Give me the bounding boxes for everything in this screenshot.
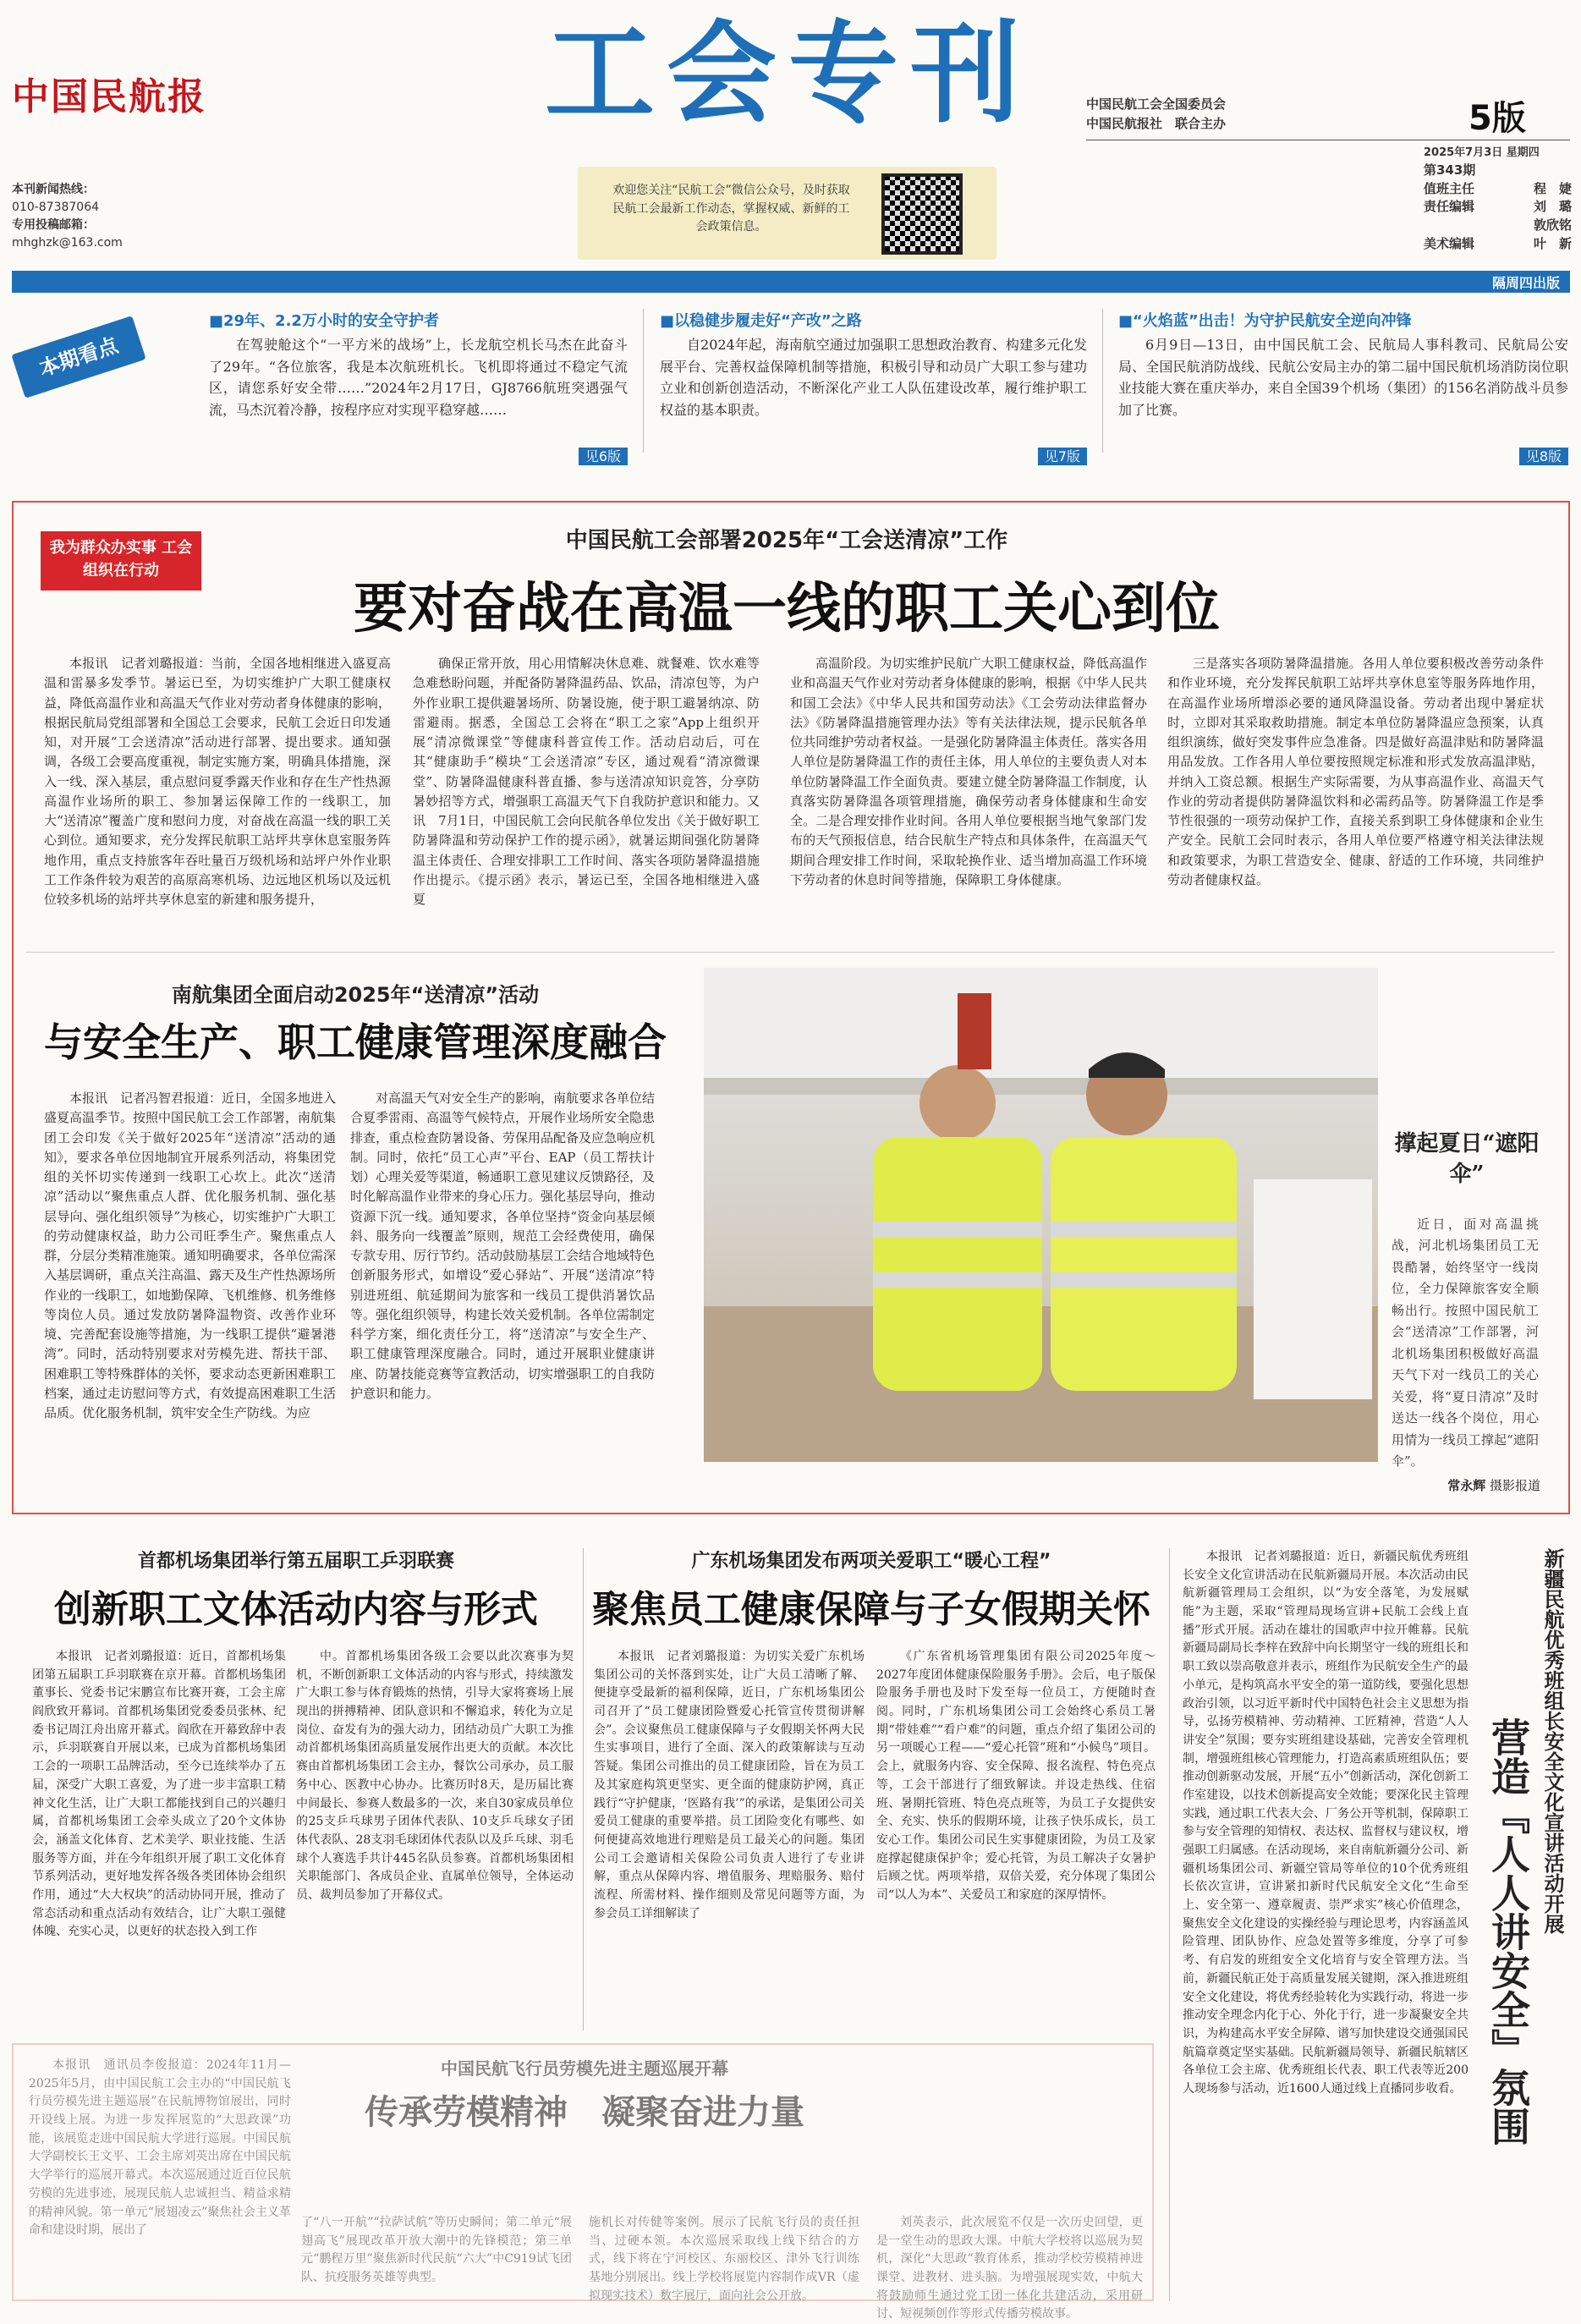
guangdong-column: 本报讯 记者刘璐报道：为切实关爱广东机场集团公司的关怀落到实处，让广大员工清晰了解、便捷享受最新的福利保障，近日，广东机场集团公司召开了“员工健康团险暨爱心托管宣传贯彻讲解会”。会议聚焦员工健康保障与子女假期关怀两大民生实事项目，进行了全面、深入的政策解读与互动答疑。集团公司推出的员工健康团险，旨在为员工及其家庭构筑更坚实、更全面的健康防护网，真正践行“守护健康，‘医路有我’”的承诺，是集团公司关爱员工健康的重要举措。员工团险变化有哪些、如何便捷高效地进行理赔是员工最关心的问题。集团公司工会邀请相关保险公司负责人进行了专业讲解，重点从保障内容、增值服务、理赔服务、赔付流程、所需材料、操作细则及常见问题等方面，为参会员工详细解读了 bbox=[594, 1650, 865, 1920]
hotline-number: 010-87387064 bbox=[12, 201, 100, 214]
tour-section bbox=[12, 2043, 1154, 2321]
lead-column: 三是落实各项防暑降温措施。各用人单位要积极改善劳动条件和作业环境，充分发挥民航职工站坪共享休息室等服务阵地作用，在高温作业场所增添必要的通风降温设备。劳动者出现中暑症状时，立即对其采取救助措施。制定本单位防暑降温应急预案，认真组织演练，做好突发事件应急准备。四是做好高温津贴和防暑降温用品发放。工作各用人单位要按照规定标准和形式发放高温津贴，并纳入工资总额。根据生产实际需要，为从事高温作业、高温天气作业的劳动者提供防暑降温饮料和必需药品等。防暑降温工作是季节性很强的一项劳动保护工作，直接关系到职工身体健康和企业生产安全。民航工会同时表示，各用人单位要严格遵守相关法律法规和政策要求，为职工营造安全、健康、舒适的工作环境，共同维护劳动者健康权益。 bbox=[1167, 656, 1544, 887]
editor-row: 敦欣铭 bbox=[1533, 217, 1572, 233]
frequency-band bbox=[12, 271, 1570, 293]
highlight-body: 自2024年起，海南航空通过加强职工思想政治教育、构建多元化发展平台、完善权益保障机制等措施，积极引导和动员广大职工参与建功立业和创新创造活动，不断深化产业工人队伍建设改革，履行维护职工权益的基本职责。 bbox=[660, 337, 1087, 418]
south-column: 对高温天气对安全生产的影响，南航要求各单位结合夏季雷雨、高温等气候特点，开展作业场所安全隐患排查，重点检查防暑设备、劳保用品配备及应急响应机制。同时，依托“员工心声”平台、EAP（员工帮扶计划）心理关爱等渠道，畅通职工意见建议反馈路径，及时化解高温作业带来的身心压力。强化基层导向，推动资源下沉一线。通知要求，各单位坚持“资金向基层倾斜、服务向一线覆盖”原则，规范工会经费使用，确保专款专用、厉行节约。活动鼓励基层工会结合地域特色创新服务形式，如增设“爱心驿站”、开展“送清凉”特别进班组、航延期间为旅客和一线员工提供消暑饮品等。强化组织领导，构建长效关爱机制。各单位需制定科学方案，细化责任分工，将“送清凉”与安全生产、职工健康管理深度融合。同时，通过开展职业健康讲座、防暑技能竞赛等宣教活动，切实增强职工的自我防护意识和能力。 bbox=[350, 1091, 656, 1401]
guangdong-headline: 聚焦员工健康保障与子女假期关怀 bbox=[592, 1588, 1150, 1631]
editor-row: 值班主任 程 婕 bbox=[1424, 180, 1572, 196]
lead-headline: 要对奋战在高温一线的职工关心到位 bbox=[354, 577, 1220, 640]
highlights-badge: 本期看点 bbox=[11, 316, 145, 398]
tour-column: 施机长对传健等案例。展示了民航飞行员的责任担当、过硬本领。本次巡展采取线上线下结合的方式，线下将在宁河校区、东丽校区、津外飞行训练基地分别展出。线上学校将展览内容制作成VR（虚拟现实技术）数字展厅，面向社会公开放。 bbox=[589, 2216, 859, 2303]
brand-logo: 中国民航报 bbox=[12, 75, 206, 118]
tour-column: 刘英表示，此次展览不仅是一次历史回望，更是一堂生动的思政大课。中航大学校将以巡展为契机，深化“大思政”教育体系，推动学校劳模精神进课堂、进教材、进头脑。为增强展现实效，中航大将鼓励师生通过党工团一体化共建活动，采用研讨、短视频创作等形式传播劳模故事。 bbox=[876, 2216, 1143, 2321]
see-page-link[interactable]: 见8版 bbox=[1519, 448, 1568, 465]
email-address: mhghzk@163.com bbox=[12, 236, 123, 250]
highlight-item[interactable] bbox=[209, 309, 628, 465]
issue-date: 2025年7月3日 星期四 bbox=[1424, 146, 1540, 159]
page-title: 工会专刊 bbox=[544, 9, 1032, 138]
staff-photo bbox=[704, 968, 1378, 1462]
photo-caption-box bbox=[1378, 968, 1556, 1493]
qr-code-icon bbox=[881, 173, 963, 255]
highlight-title: ■“火焰蓝”出击！为守护民航安全逆向冲锋 bbox=[1118, 312, 1412, 330]
guangdong-kicker: 广东机场集团发布两项关爱职工“暖心工程” bbox=[691, 1551, 1051, 1572]
see-page-link[interactable]: 见6版 bbox=[579, 448, 628, 465]
photo-caption: 近日，面对高温挑战，河北机场集团员工无畏酷暑，始终坚守一线岗位，全力保障旅客安全顺畅出行。按照中国民航工会“送清凉”工作部署，河北机场集团积极做好高温天气下对一线员工的关心关爱，将“夏日清凉”及时送达一线各个岗位，用心用情为一线员工撑起“遮阳伞”。 bbox=[1392, 1216, 1539, 1470]
south-kicker: 南航集团全面启动2025年“送清凉”活动 bbox=[171, 983, 540, 1007]
frequency-label: 隔周四出版 bbox=[1491, 275, 1560, 291]
issue-info bbox=[1424, 146, 1572, 254]
editor-row: 美术编辑 叶 新 bbox=[1424, 235, 1572, 251]
photo-credit: 常永辉 bbox=[1447, 1477, 1486, 1493]
photo-title: 撑起夏日“遮阳伞” bbox=[1394, 1131, 1540, 1188]
south-headline: 与安全生产、职工健康管理深度融合 bbox=[44, 1019, 667, 1065]
email-label: 专用投稿邮箱： bbox=[12, 218, 95, 232]
tour-kicker: 中国民航飞行员劳模先进主题巡展开幕 bbox=[441, 2058, 728, 2079]
issue-number: 第343期 bbox=[1424, 162, 1476, 178]
xinjiang-column: 本报讯 记者刘璐报道：近日，新疆民航优秀班组长安全文化宣讲活动在民航新疆局开展。本次活动由民航新疆管理局工会组织，以“为安全落笔，为发展赋能”为主题，采取“管理局现场宣讲+民航工会线上直播”形式开展。活动在雄壮的国歌声中拉开帷幕。民航新疆局副局长李梓在致辞中向长期坚守一线的班组长和职工致以崇高敬意并表示，班组作为民航安全生产的最小单元，是构筑高水平安全的第一道防线，要强化思想政治引领，以习近平新时代中国特色社会主义思想为指导，弘扬劳模精神、劳动精神、工匠精神，营造“人人讲安全”氛围；要夯实班组建设基础，完善安全管理机制，增强班组核心管理能力，打造高素质班组队伍；要推动创新驱动发展，开展“五小”创新活动，深化创新工作室建设，以技术创新提高安全效能；要深化民主管理实践，通过职工代表大会、厂务公开等机制，保障职工参与安全管理的知情权、表达权、监督权与建议权，增强职工归属感。在活动现场，来自南航新疆分公司、新疆机场集团公司、新疆空管局等单位的10个优秀班组长依次宣讲，宣讲紧扣新时代民航安全文化“生命至上、安全第一、遵章履责、崇严求实”核心价值理念，聚焦安全文化建设的实操经验与理论思考，内容涵盖风险管理、团队协作、应急处置等多维度，分享了可参考、有启发的班组安全文化培育与安全管理方法。当前，新疆民航正处于高质量发展关键期，深入推进班组安全文化建设，将优秀经验转化为实践行动，将进一步推动安全理念内化于心、外化于行，进一步凝聚安全共识，为构建高水平安全屏障、谱写加快建设交通强国民航篇章奠定坚实基础。民航新疆局领导、新疆民航辖区各单位工会主席、优秀班组长代表、职工代表等近200人现场参与活动，近1600人通过线上直播同步收看。 bbox=[1183, 1550, 1468, 2096]
highlight-title: ■以稳健步履走好“产改”之路 bbox=[660, 312, 862, 330]
wechat-notice-text: 欢迎您关注“民航工会”微信公众号，及时获取民航工会最新工作动态，掌握权威、新鲜的工会政策信息。 bbox=[612, 184, 850, 234]
page-number: 5版 bbox=[1468, 99, 1526, 138]
highlight-item[interactable] bbox=[660, 309, 1087, 465]
editor-row: 责任编辑 刘 璐 bbox=[1424, 199, 1572, 215]
lead-tag: 我为群众办实事 工会组织在行动 bbox=[41, 531, 201, 591]
lead-column: 高温阶段。为切实维护民航广大职工健康权益，降低高温作业和高温天气作业对劳动者身体健康的影响，根据《中华人民共和国工会法》《中华人民共和国劳动法》《工会劳动法律监督办法》《防暑降温措施管理办法》等有关法律法规，提示民航各单位共同维护劳动者权益。一是强化防暑降温主体责任。落实各用人单位是防暑降温工作的责任主体，用人单位的主要负责人对本单位防暑降温工作全面负责。要建立健全防暑降温工作制度，认真落实防暑降温各项管理措施，确保劳动者身体健康和生命安全。二是合理安排作业时间。各用人单位要根据当地气象部门发布的天气预报信息，结合民航生产特点和具体条件，在高温天气期间合理安排工作时间，采取轮换作业、适当增加高温工作环境下劳动者的休息时间等措施，保障职工身体健康。 bbox=[790, 656, 1147, 887]
sponsor-line-2: 中国民航报社 联合主办 bbox=[1086, 116, 1227, 132]
photo-credit-suffix: 摄影报道 bbox=[1489, 1477, 1540, 1493]
see-page-link[interactable]: 见7版 bbox=[1038, 448, 1087, 465]
lead-column: 本报讯 记者刘璐报道：当前，全国各地相继进入盛夏高温和雷暴多发季节。暑运已至，为切实维护广大职工健康权益，降低高温作业和高温天气作业对劳动者身体健康的影响，根据民航局党组部署和全国总工会要求，民航工会近日印发通知，对开展“工会送清凉”活动进行部署、提出要求。通知强调，各级工会要高度重视，制定实施方案，明确具体措施，深入一线、深入基层，重点慰问夏季露天作业和存在生产性热源高温作业场所的职工、参加暑运保障工作的一线职工，加大“送清凉”覆盖广度和慰问力度，对奋战在高温一线的职工关心到位。通知要求，充分发挥民航职工站坪共享休息室服务阵地作用，重点支持旅客年吞吐量百万级机场和站坪户外作业职工工作条件较为艰苦的高原高寒机场、边远地区机场以及远机位较多机场的站坪共享休息室的新建和服务提升， bbox=[44, 656, 391, 907]
capital-kicker: 首都机场集团举行第五届职工乒羽联赛 bbox=[137, 1551, 454, 1572]
tour-column: 了“八一开航”“拉萨试航”等历史瞬间；第二单元“展翅高飞”展现改革开放大潮中的先锋模范；第三单元“鹏程万里”聚焦新时代民航“六大”中C919试飞团队、抗疫服务英雄等典型。 bbox=[301, 2216, 572, 2285]
capital-headline: 创新职工文体活动内容与形式 bbox=[54, 1588, 538, 1631]
highlight-body: 在驾驶舱这个“一平方米的战场”上，长龙航空机长马杰在此奋斗了29年。“各位旅客，我是本次航班机长。飞机即将通过不稳定气流区，请您系好安全带……”2024年2月17日，GJ8766航班突遇强气流，马杰沉着冷静，按程序应对实现平稳穿越…… bbox=[209, 337, 628, 418]
tour-column: 本报讯 通讯员李俊报道：2024年11月—2025年5月，由中国民航工会主办的“中国民航飞行员劳模先进主题巡展”在民航博物馆展出，同时开设线上展。为进一步发挥展览的“大思政课”功能，该展览走进中国民航大学进行巡展。中国民航大学副校长王文平、工会主席刘英出席在中国民航大学举行的巡展开幕式。本次巡展通过近百位民航劳模的先进事迹，展现民航人忠诚担当、精益求精的精神风貌。第一单元“展翅凌云”聚焦社会主义革命和建设时期，展出了 bbox=[29, 2058, 291, 2238]
highlight-body: 6月9日—13日，由中国民航工会、民航局人事科教司、民航局公安局、全国民航消防战线、民航公安局主办的第二届中国民航机场消防岗位职业技能大赛在重庆举办，来自全国39个机场（集团）的156名消防战斗员参加了比赛。 bbox=[1118, 337, 1568, 418]
highlight-item[interactable] bbox=[1118, 309, 1568, 465]
wechat-notice-box bbox=[578, 167, 996, 260]
hotline-block bbox=[12, 181, 123, 252]
capital-column: 本报讯 记者刘璐报道：近日，首都机场集团第五届职工乒羽联赛在京开幕。首都机场集团董事长、党委书记宋鹏宣布比赛开赛，工会主席阎欣致开幕词。首都机场集团党委委员张林、纪委书记周江舟出席开幕式。阎欣在开幕致辞中表示，乒羽联赛自开展以来，已成为首都机场集团工会的一项职工品牌活动，至今已连续举办了五届，深受广大职工喜爱，为了进一步丰富职工精神文化生活，让广大职工都能找到自己的兴趣归属，首都机场集团工会牵头成立了20个文体协会，涵盖文化体育、艺术美学、职业技能、生活服务等方面，并在今年组织开展了职工文化体育节系列活动，更好地发挥各级各类团体协会组织作用，通过“大大权块”的活动协同开展，推动了常态活动和重点活动有效结合，让广大职工强健体魄、充实心灵，以更好的状态投入到工作 bbox=[32, 1650, 286, 1939]
workers-photo-illustration bbox=[704, 968, 1378, 1462]
sponsor-block bbox=[1086, 95, 1226, 135]
lead-column: 确保正常开放，用心用情解决休息难、就餐难、饮水难等急难愁盼问题，并配备防暑降温药品、饮品，清凉包等，为户外作业职工提供避暑场所、防暑设施，使于职工避暑纳凉、防雷避雨。据悉，全国总工会将在“职工之家”App上组织开展“清凉微课堂”等健康科普宣传工作。活动启动后，可在其“健康助手”模块“工会送清凉”专区，通过观看“清凉微课堂”、防暑降温健康科普直播、参与送清凉知识竞答，分享防暑妙招等方式，增强职工高温天气下自我防护意识和能力。又讯 7月1日，中国民航工会向民航各单位发出《关于做好职工防暑降温和劳动保护工作的提示函》，就暑运期间强化防暑降温主体责任、合理安排职工工作时间、落实各项防暑降温措施作出提示。《提示函》表示，暑运已至，全国各地相继进入盛夏 bbox=[413, 656, 760, 907]
highlight-title: ■29年、2.2万小时的安全守护者 bbox=[209, 312, 439, 330]
hotline-label: 本刊新闻热线： bbox=[12, 183, 95, 196]
guangdong-column: 《广东省机场管理集团有限公司2025年度～2027年度团体健康保险服务手册》。会后，电子版保险服务手册也及时下发至每一位员工，方便随时查阅。同时，广东机场集团公司工会始终心系员工暑期“带娃难”“看户难”的问题，重点介绍了集团公司的另一项暖心工程——“爱心托管”班和“小候鸟”项目。会上，就服务内容、安全保障、报名流程、特色亮点等，工会干部进行了细致解读。并设走热线、住宿班、暑期托管班、特色亮点班等，为员工子女提供安全、充实、快乐的假期环境，让孩子快乐成长，员工安心工作。集团公司民生实事健康团险，为员工及家庭撑起健康保护伞；爱心托管，为员工解决子女暑护后顾之忧。两项举措，双倍关爱，充分体现了集团公司“以人为本”、关爱员工和家庭的深厚情怀。 bbox=[876, 1650, 1156, 1902]
sponsor-line-1: 中国民航工会全国委员会 bbox=[1086, 96, 1227, 112]
tour-headline: 传承劳模精神 凝聚奋进力量 bbox=[365, 2092, 804, 2132]
south-column: 本报讯 记者冯智君报道：近日，全国多地进入盛夏高温季节。按照中国民航工会工作部署，南航集团工会印发《关于做好2025年“送清凉”活动的通知》，要求各单位因地制宜开展系列活动，将集团党组的关怀切实传递到一线职工心坎上。此次“送清凉”活动以“聚焦重点人群、优化服务机制、强化基层导向、强化组织领导”为核心，切实维护广大职工的劳动健康权益，助力公司旺季生产。聚焦重点人群，分层分类精准施策。通知明确要求，各单位需深入基层调研，重点关注高温、露天及生产性热源场所作业的一线职工，如地勤保障、飞机维修、机务维修等岗位人员。通过发放防暑降温物资、改善作业环境、完善配套设施等措施，为一线职工提供“避暑港湾”。同时，活动特别要求对劳模先进、帮扶干部、困难职工等特殊群体的关怀，要求动态更新困难职工档案，通过走访慰问等方式，有效提高困难职工生活品质。优化服务机制，筑牢安全生产防线。为应 bbox=[44, 1091, 337, 1420]
xinjiang-vertical-kicker: 新疆民航优秀班组长安全文化宣讲活动开展 bbox=[1540, 1548, 1564, 1934]
capital-column: 中。首都机场集团各级工会要以此次赛事为契机，不断创新职工文体活动的内容与形式，持续激发广大职工参与体育锻炼的热情，引导大家将赛场上展现出的拼搏精神、团队意识和不懈追求，转化为立足岗位、奋发有为的强大动力，团结动员广大职工为推动首都机场集团高质量发展作出更大的贡献。本次比赛由首都机场集团工会主办，餐饮公司承办，员工服务中心、医教中心协办。比赛历时8天，是历届比赛中间最长、参赛人数最多的一次，来自30家成员单位的25支乒乓球男子团体代表队、10支乒乓球女子团体代表队、28支羽毛球团体代表队以及乒乓球、羽毛球个人赛选手共计445名队员参赛。首都机场集团相关职能部门、各成员企业、直属单位领导，全体运动员、裁判员参加了开幕仪式。 bbox=[296, 1650, 574, 1902]
xinjiang-vertical-headline: 营造『人人讲安全』氛围 bbox=[1485, 1717, 1531, 2145]
lead-kicker: 中国民航工会部署2025年“工会送清凉”工作 bbox=[565, 528, 1008, 553]
